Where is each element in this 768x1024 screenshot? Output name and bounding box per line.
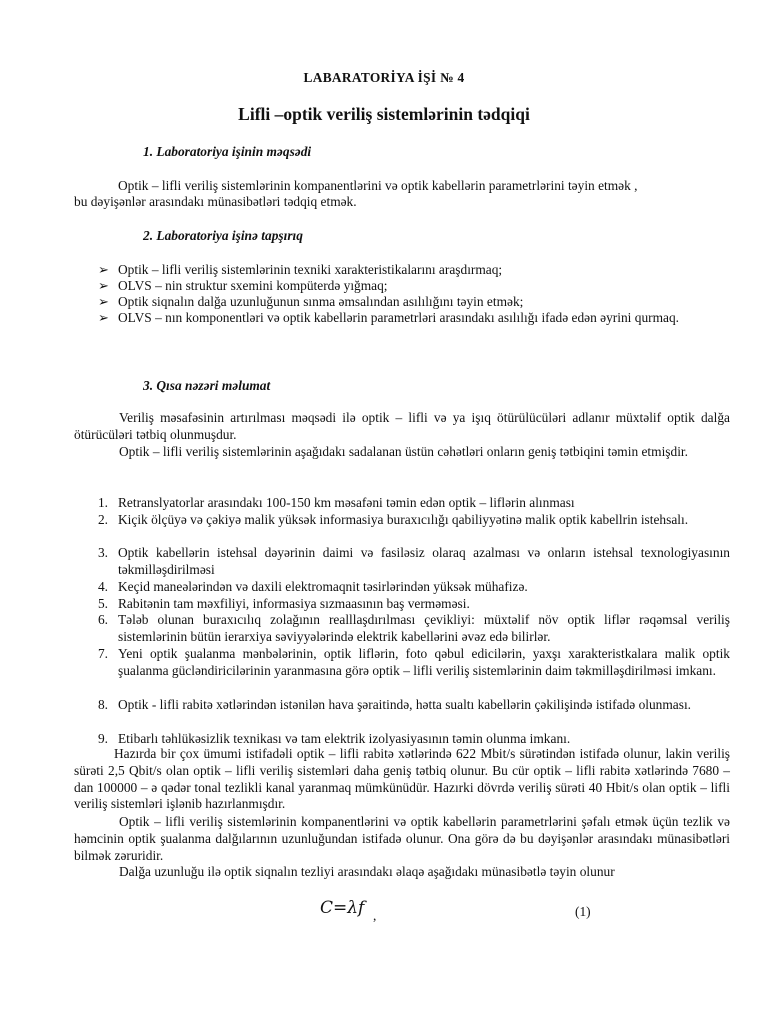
list-item: Tələb olunan buraxıcılıq zolağının realllaşdırılması çevikliyi: müxtəlif növ optik liflər rəqəmsal veriliş sistemlərinin bütün ierarxiya səviyyələrində elektrik kabellərini əvəz edə bilirlər. — [118, 612, 730, 644]
paragraph: Hazırda bir çox ümumi istifadəli optik – lifli rabitə xətlərində 622 Mbit/s sürətindən istifadə olunur, lakin veriliş sürəti 2,5 Qbit/s olan optik – lifli veriliş sistemləri daha geniş tətbiq olunur. Bu cür optik – lifli rabitə xətlərində 7680 – dan 100000 – ə qədər tonal tezlikli kanal yaranmaq mümkünüdür. Hazırki dövrdə veriliş sürəti 40 Hbit/s olan optik – lifli veriliş sistemləri işlənib hazırlanmışdır. — [74, 746, 730, 812]
list-item: Optik - lifli rabitə xətlərindən istənilən hava şəraitində, hətta sualtı kabellərin çəkilişində istifadə olunması. — [118, 697, 692, 712]
task-item: Optik siqnalın dalğa uzunluğunun sınma əmsalından asılılığını təyin etmək; — [118, 294, 524, 309]
formula: C=λf — [320, 898, 365, 918]
list-item: Yeni optik şualanma mənbələrinin, optik liflərin, foto qəbul edicilərin, yaxşı xarakteristkalara malik optik şualanma gücləndiricilərinin yaranmasına görə optik – lifli veriliş sistemlərinin daim təkmilləşdirilməsi imkanı. — [118, 646, 730, 678]
list-number: 1. — [97, 495, 108, 510]
list-number: 6. — [97, 612, 108, 627]
paragraph: Optik – lifli veriliş sistemlərinin aşağıdakı sadalanan üstün cəhətləri onların geniş tətbiqini təmin etmişdir. — [119, 444, 688, 459]
list-number: 9. — [97, 731, 108, 746]
paragraph: Dalğa uzunluğu ilə optik siqnalın tezliyi arasındakı əlaqə aşağıdakı münasibətlə təyin olunur — [119, 864, 615, 879]
bullet-arrow-icon: ➢ — [98, 294, 109, 309]
list-item: Optik kabellərin istehsal dəyərinin daimi və fasiləsiz olaraq azalması və onların istehsal texnologiyasının təkmilləşdirilməsi — [118, 545, 730, 577]
list-number: 3. — [97, 545, 108, 560]
formula-comma: , — [373, 908, 377, 923]
paragraph: Optik – lifli veriliş sistemlərinin kompanentlərini və optik kabellərin parametrlərini şəfalı etmək üçün tezlik və həmcinin optik şualanma dalğılarının uzunluğundan istifadə olunur. Ona görə də bu dəyişənlər arasındakı münasibətləri bilmək zəruridir. — [74, 814, 730, 863]
bullet-arrow-icon: ➢ — [98, 278, 109, 293]
bullet-arrow-icon: ➢ — [98, 310, 109, 325]
list-number: 2. — [97, 512, 108, 527]
list-item: Kiçik ölçüyə və çəkiyə malik yüksək informasiya buraxıcılığı qabiliyyətinə malik optik kabellrin istehsalı. — [118, 512, 689, 527]
paragraph: Veriliş məsafəsinin artırılması məqsədi ilə optik – lifli və ya işıq ötürülücüləri adlanır müxtəlif optik dalğa ötürücüləri tətbiq olunmuşdur. — [74, 410, 730, 442]
section3-heading: 3. Qısa nəzəri məlumat — [143, 378, 271, 393]
list-item: Retranslyatorlar arasındakı 100-150 km məsafəni təmin edən optik – liflərin alınması — [118, 495, 575, 510]
task-item: OLVS – nın komponentləri və optik kabellərin parametrləri arasındakı asılılığı ifadə edən əyrini qurmaq. — [118, 310, 680, 325]
list-item: Keçid manеələrindən və daxili elektromaqnit təsirlərindən yüksək mühafizə. — [118, 579, 528, 594]
section1-line2: bu dəyişənlər arasındakı münasibətləri tədqiq etmək. — [74, 194, 357, 209]
bullet-arrow-icon: ➢ — [98, 262, 109, 277]
task-item: Optik – lifli veriliş sistemlərinin texniki xarakteristikalarını araşdırmaq; — [118, 262, 503, 277]
section1-heading: 1. Laboratoriya işinin məqsədi — [143, 144, 312, 159]
list-number: 5. — [97, 596, 108, 611]
task-item: OLVS – nin struktur sxemini kompüterdə yığmaq; — [118, 278, 388, 293]
list-item: Rabitənin tam məxfiliyi, informasiya sızmaasının baş verməməsi. — [118, 596, 470, 611]
section1-line1: Optik – lifli veriliş sistemlərinin kompanentlərini və optik kabellərin parametrlərini təyin etmək , — [118, 178, 638, 193]
section2-heading: 2. Laboratoriya işinə tapşırıq — [143, 228, 303, 243]
list-number: 7. — [97, 646, 108, 661]
lab-work-header: LABARATORİYA İŞİ № 4 — [303, 70, 465, 85]
list-number: 8. — [97, 697, 108, 712]
list-number: 4. — [97, 579, 108, 594]
formula-number: (1) — [575, 904, 591, 919]
page-title: Lifli –optik veriliş sistemlərinin tədqiqi — [238, 104, 530, 124]
list-item: Etibarlı təhlükəsizlik texnikası və tam elektrik izolyasiyasının təmin olunma imkanı. — [118, 731, 571, 746]
